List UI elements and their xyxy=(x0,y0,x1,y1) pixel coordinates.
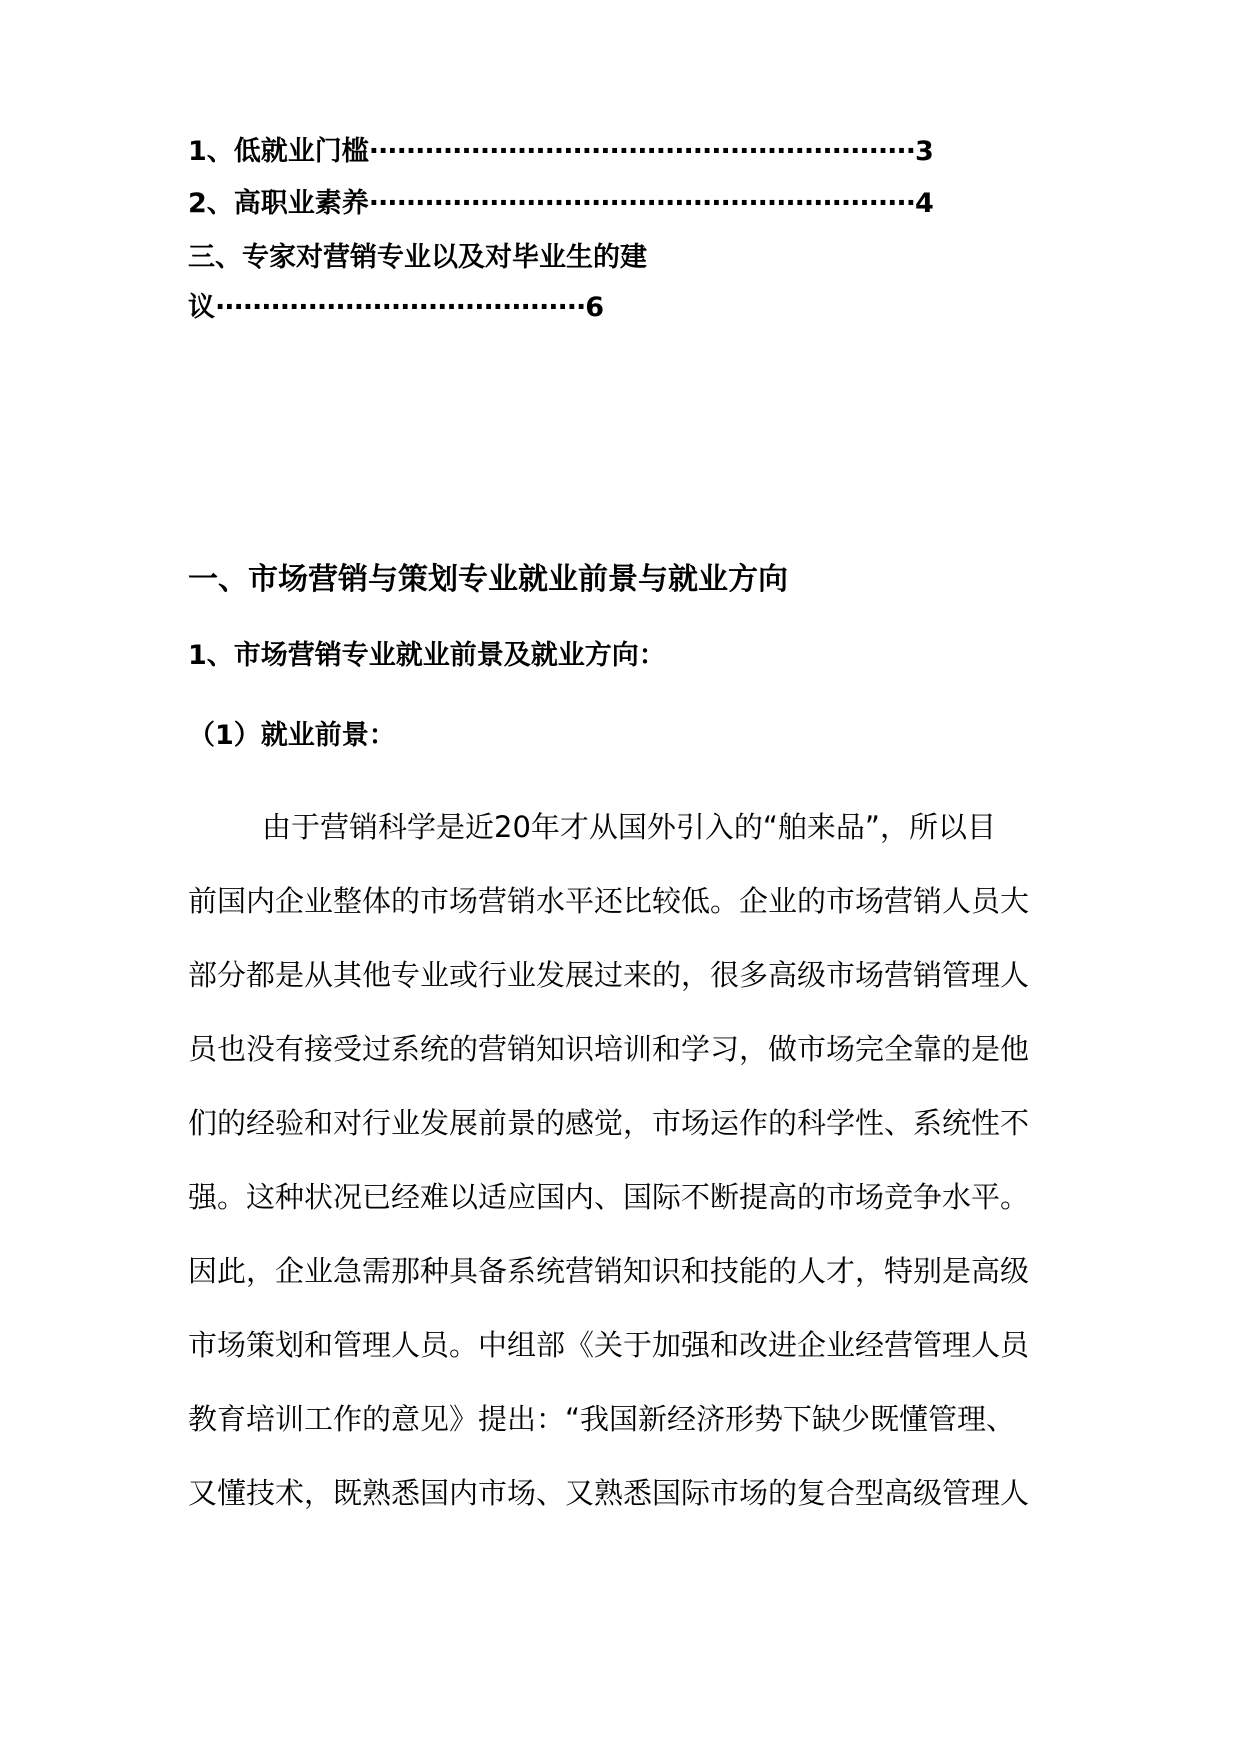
paragraph-line: 市场策划和管理人员。中组部《关于加强和改进企业经营管理人员 xyxy=(188,1328,1030,1362)
toc-leader-dots: ··························································· xyxy=(368,136,915,167)
paragraph-line: 们的经验和对行业发展前景的感觉，市场运作的科学性、系统性不 xyxy=(188,1106,1030,1140)
toc-entry-title: 2、高职业素养 xyxy=(188,188,369,219)
paragraph-line: 强。这种状况已经难以适应国内、国际不断提高的市场竞争水平。 xyxy=(188,1180,1030,1214)
toc-page-number: 4 xyxy=(914,188,934,219)
paragraph-line: 员也没有接受过系统的营销知识培训和学习，做市场完全靠的是他 xyxy=(188,1032,1030,1066)
toc-leader-dots: ········································ xyxy=(215,292,586,323)
toc-entry-3[interactable] xyxy=(188,238,1048,278)
toc-page-number: 6 xyxy=(585,292,605,323)
toc-page-number: 3 xyxy=(914,136,934,167)
toc-entry-2[interactable] xyxy=(188,184,1048,224)
toc-entry-title: 议 xyxy=(188,292,215,323)
section-title: 一、市场营销与策划专业就业前景与就业方向 xyxy=(188,562,788,597)
paragraph-line: 由于营销科学是近20年才从国外引入的“舶来品”，所以目 xyxy=(262,810,996,844)
toc-leader-dots: ··························································· xyxy=(368,188,915,219)
paragraph-line: 又懂技术，既熟悉国内市场、又熟悉国际市场的复合型高级管理人 xyxy=(188,1476,1030,1510)
paragraph-line: 教育培训工作的意见》提出：“我国新经济形势下缺少既懂管理、 xyxy=(188,1402,1016,1436)
toc-entry-title: 1、低就业门槛 xyxy=(188,136,369,167)
subsubsection-title: （1）就业前景： xyxy=(188,720,396,751)
paragraph-line: 因此，企业急需那种具备系统营销知识和技能的人才，特别是高级 xyxy=(188,1254,1030,1288)
paragraph-line: 部分都是从其他专业或行业发展过来的，很多高级市场营销管理人 xyxy=(188,958,1030,992)
toc-entry-title: 三、专家对营销专业以及对毕业生的建 xyxy=(188,242,647,273)
paragraph-line: 前国内企业整体的市场营销水平还比较低。企业的市场营销人员大 xyxy=(188,884,1030,918)
subsection-title: 1、市场营销专业就业前景及就业方向： xyxy=(188,640,666,671)
toc-entry-3-continued[interactable] xyxy=(188,288,1048,328)
toc-entry-1[interactable] xyxy=(188,132,1048,172)
